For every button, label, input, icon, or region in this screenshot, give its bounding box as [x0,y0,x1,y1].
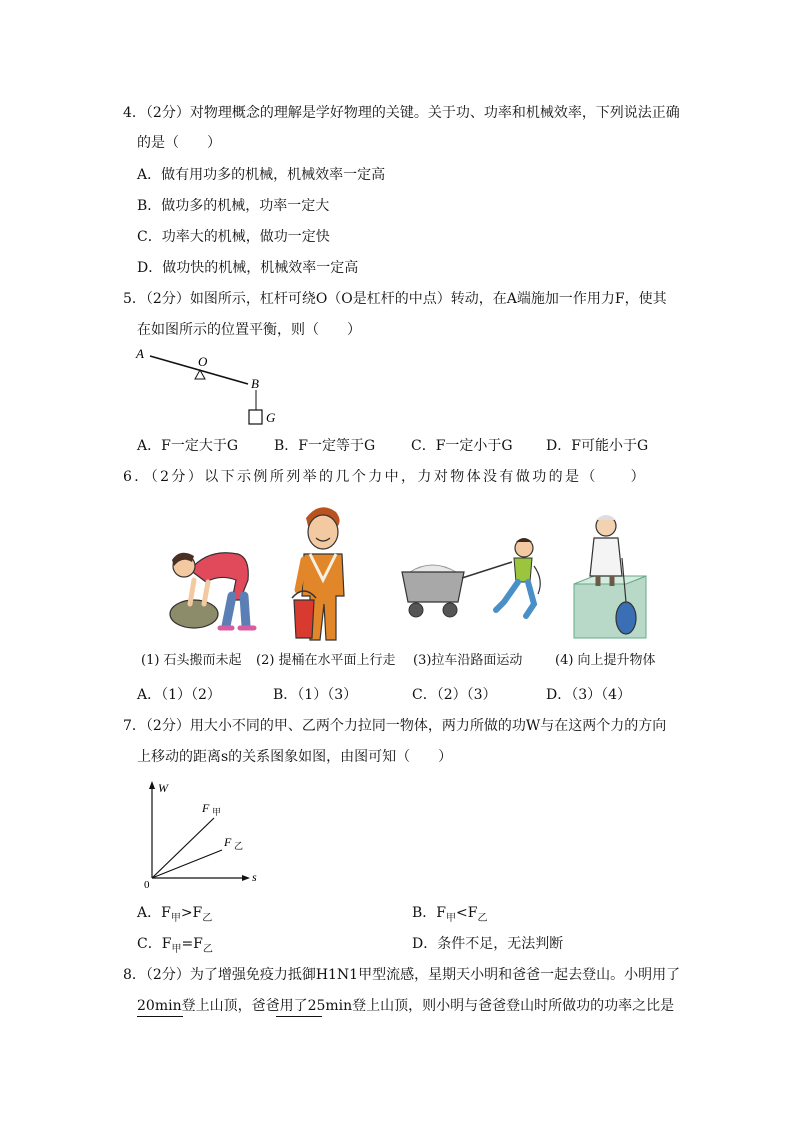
label-a: A [136,346,144,361]
underline-20min [137,1016,183,1017]
q7-c-mid: =F [181,936,203,952]
q5-stem-line1: 5．（2分）如图所示，杠杆可绕O（O是杠杆的中点）转动，在A端施加一作用力F，使其 [123,291,667,307]
q7-c-pre: C．F [137,936,172,952]
q6-stem-line1: 6．（2分）以下示例所列举的几个力中，力对物体没有做功的是（ ） [123,469,648,485]
label-b: B [251,376,259,391]
line-f-yi [152,850,222,878]
label-f-jia-sub: 甲 [212,807,222,817]
boy-shirt [514,558,532,582]
q6-option-d: D．（3）（4） [546,687,632,703]
q7-b-mid: <F [456,905,478,921]
y-axis-arrow [149,781,155,789]
q7-a-mid: >F [180,905,203,921]
q6-option-a: A．（1）（2） [137,687,221,703]
q7-option-b [412,904,487,928]
q7-b-sub1: 甲 [446,912,457,924]
label-g: G [266,410,276,425]
q7-a-pre: A．F [137,905,171,921]
q5-option-d: D．F可能小于G [546,438,649,454]
label-f-jia: F [202,801,210,815]
rope-coil [534,566,540,594]
q8-stem-line2: 20min登上山顶，爸爸用了25min登上山顶，则小明与爸爸登山时所做功的功率之比是 [137,998,675,1014]
q4-option-c: C．功率大的机械，做功一定快 [137,229,330,245]
q6-caption-4: (4) 向上提升物体 [555,653,656,668]
q7-c-sub2: 乙 [202,943,213,955]
weight-block [249,410,262,424]
q7-a-sub2: 乙 [202,912,213,924]
label-f-yi: F [224,835,232,849]
cart-wheel-left [409,603,423,617]
q5-stem-line2: 在如图所示的位置平衡，则（ ） [137,322,361,338]
q7-b-sub2: 乙 [477,912,488,924]
q5-option-a: A．F一定大于G [137,438,239,454]
work-distance-graph [138,778,268,890]
q7-option-c [137,935,213,959]
q7-stem-line2: 上移动的距离s的关系图象如图，由图可知（ ） [137,749,453,765]
x-axis-arrow [242,875,250,881]
q4-option-a: A．做有用功多的机械，机械效率一定高 [137,167,386,183]
q5-option-c: C．F一定小于G [411,438,513,454]
man-hair [596,515,616,520]
head [308,515,338,549]
q7-option-a [137,904,212,928]
stone [170,600,218,628]
q5-option-b: B．F一定等于G [274,438,376,454]
q4-stem-line2: 的是（ ） [137,135,221,151]
q4-stem-line1: 4．（2分）对物理概念的理解是学好物理的关键。关于功、功率和机械效率，下列说法正确 [123,105,680,121]
label-o: O [198,354,208,369]
illustration-lifting-object [570,506,650,642]
origin-label: 0 [144,879,150,890]
q6-caption-3: (3)拉车沿路面运动 [413,653,523,668]
q6-option-b: B．（1）（3） [273,687,358,703]
bucket [294,600,314,638]
y-axis-label: W [158,781,168,795]
illustration-pulling-cart [400,536,550,628]
q7-a-sub1: 甲 [170,912,181,924]
q7-stem-line1: 7．（2分）用大小不同的甲、乙两个力拉同一物体，两力所做的功W与在这两个力的方向 [123,718,667,734]
man-coat [590,538,622,576]
boy-hair [516,538,532,542]
q6-option-c: C．（2）（3） [412,687,497,703]
shirt [190,553,248,600]
illustration-carrying-bucket [288,500,358,648]
q7-option-d: D．条件不足，无法判断 [412,936,564,952]
lifted-bag [616,602,636,634]
q6-caption-2: (2) 提桶在水平面上行走 [256,653,396,668]
q7-b-pre: B．F [412,905,447,921]
q4-option-d: D．做功快的机械，机械效率一定高 [137,260,359,276]
cart-body [402,572,464,602]
q7-c-sub1: 甲 [171,943,182,955]
q8-stem-line1: 8．（2分）为了增强免疫力抵御H1N1甲型流感，星期天小明和爸爸一起去登山。小明用了 [123,967,681,983]
illustration-lifting-stone [160,530,260,634]
lever-figure [132,342,282,434]
label-f-yi-sub: 乙 [234,841,244,851]
x-axis-label: s [252,870,257,884]
cart-wheel-right [443,603,457,617]
boy-legs [496,582,534,616]
underline-25min [276,1016,322,1017]
q4-option-b: B．做功多的机械，功率一定大 [137,198,330,214]
line-f-jia [152,818,214,878]
pull-rope [462,562,512,578]
cart-load [410,565,456,572]
q6-caption-1: (1) 石头搬而未起 [141,653,242,668]
